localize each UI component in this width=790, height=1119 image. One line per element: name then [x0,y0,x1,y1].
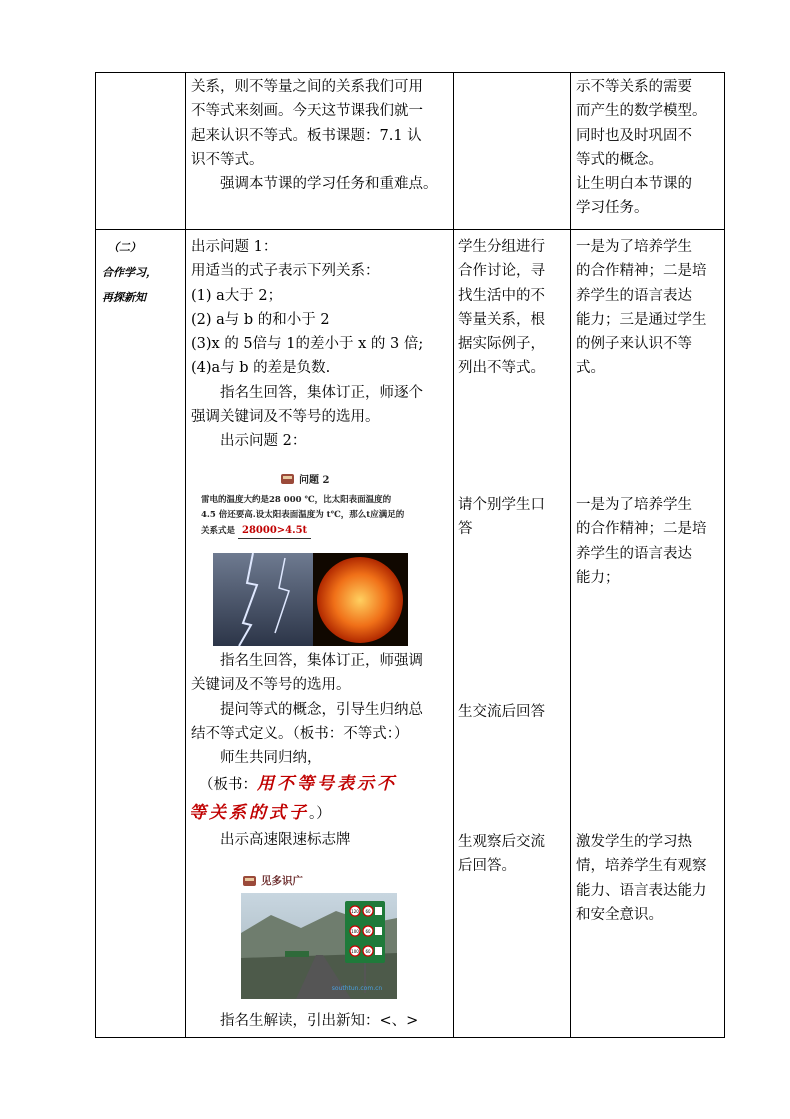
watermark: southtun.com.cn [331,985,383,992]
row2-teacher-activity-2: 指名生回答，集体订正，师强调 关键词及不等号的选用。 提问等式的概念，引导生归纳总 结不等式定义。（板书：不等式：） 师生共同归纳， （板书：用不等号表示不 等关系的式子。） 出示高速限速标志牌 [185,649,453,853]
question1-item: (2) a与 b 的和小于 2 [191,311,330,328]
design-intent-b: 一是为了培养学生 的合作精神；二是培 养学生的语言表达 能力； [576,497,707,586]
student-activity-b: 请个别学生口 答 [458,497,545,538]
lesson-plan-table [95,72,725,1038]
student-activity-d: 生观察后交流 后回答。 [458,834,545,875]
sun-disc [317,557,403,643]
question1-item: (1) a大于 2； [191,287,283,304]
board-definition: （板书：用不等号表示不 [199,774,397,795]
question1-item: (4)a与 b 的差是负数. [191,360,331,377]
design-intent-a: 一是为了培养学生 的合作精神；二是培 养学生的语言表达 能力；三是通过学生 的例子来认识不等 式。 [576,239,707,377]
design-intent-c: 激发学生的学习热 情，培养学生有观察 能力、语言表达能力 和安全意识。 [576,834,707,923]
highway-sign-image [241,893,397,999]
column-divider [185,73,186,1037]
question1-item: (3)x 的 5倍与 1的差小于 x 的 3 倍; [191,336,424,353]
lightning-sun-image [213,553,408,646]
book-icon [243,876,256,886]
storm-sky [213,553,313,646]
speed-number: 120 [351,909,359,914]
student-activity-c: 生交流后回答 [458,704,545,720]
row-divider [96,229,724,230]
speed-number: 60 [365,909,371,914]
sign-section-title: 见多识广 [243,873,303,888]
question2-answer: 28000>4.5t [238,523,311,539]
book-icon [281,474,294,484]
speed-number: 60 [365,949,371,954]
stage-label: （二） 合作学习， 再探新知 [102,241,157,304]
row1-design-intent: 示不等关系的需要 而产生的数学模型。 同时也及时巩固不 等式的概念。 让生明白本节课的 学习任务。 [576,79,707,217]
row2-teacher-activity-3: 指名生解读，引出新知：<、> [220,1013,419,1029]
question2-title: 问题 2 [281,471,329,486]
question2-text: 雷电的温度大约是28 000 ℃，比太阳表面温度的 4.5 倍还要高.设太阳表面温度为 t℃，那么t应满足的 关系式是 28000>4.5t [201,493,421,539]
column-divider [453,73,454,1037]
speed-number: 100 [351,929,359,934]
row2-teacher-activity: 出示问题 1： 用适当的式子表示下列关系： (1) a大于 2； (2) a与 b 的和小于 2 (3)x 的 5倍与 1的差小于 x 的 3 倍; (4)a与 b 的差是负数. 指名生回答，集体订正，师逐个 强调关键词及不等号的选用。 出示问题 2： [185,235,453,454]
student-activity-a: 学生分组进行 合作讨论，寻 找生活中的不 等量关系，根 据实际例子， 列出不等式。 [458,239,545,377]
speed-number: 60 [365,929,371,934]
row1-teacher-activity: 关系，则不等量之间的关系我们可用 不等式来刻画。今天这节课我们就一 起来认识不等式。板书课题：7.1 认 识不等式。 强调本节课的学习任务和重难点。 [191,79,438,193]
speed-number: 100 [351,949,359,954]
